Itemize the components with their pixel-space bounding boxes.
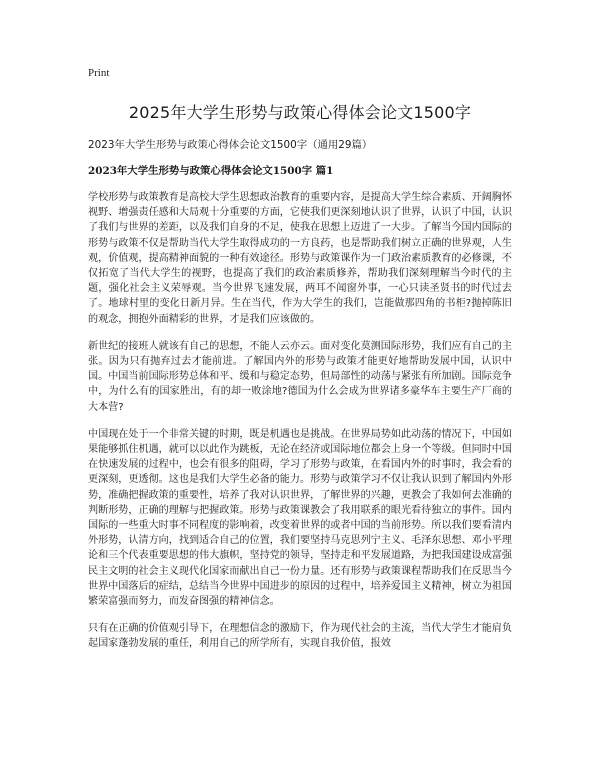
document-page xyxy=(88,66,512,664)
body-paragraph: 中国现在处于一个非常关键的时期，既是机遇也是挑战。在世界局势如此动荡的情况下，中国如果能够抓住机遇，就可以以此作为跳板，无论在经济或国际地位都会上身一个等级。但同时中国在快速发展的过程中，也会有很多的阻碍，学习了形势与政策，在看国内外的时事时，我会看的更深刻，更透彻。这也是我们大学生必备的能力。形势与政策学习不仅让我认识到了解国内外形势，准确把握政策的重要性，培养了我对认识世界，了解世界的兴趣，更教会了我如何去准确的判断形势，正确的理解与把握政策。形势与政策课教会了我用联系的眼光看待独立的事件。国内国际的一些重大时事不同程度的影响着，改变着世界的或者中国的当前形势。所以我们要看清内外形势，认清方向，找到适合自己的位置，我们要坚持马克思列宁主义、毛泽东思想、邓小平理论和三个代表重要思想的伟大旗帜，坚持党的领导，坚持走和平发展道路，为把我国建设成富强民主文明的社会主义现代化国家而献出自己一份力量。还有形势与政策课程帮助我们在反思当今世界中国落后的症结，总结当今世界中国进步的原因的过程中，培养爱国主义精神，树立为祖国繁荣富强而努力，而发奋图强的精神信念。 xyxy=(88,428,512,608)
document-title: 2025年大学生形势与政策心得体会论文1500字 xyxy=(128,103,472,122)
body-paragraph: 只有在正确的价值观引导下，在理想信念的激励下，作为现代社会的主流，当代大学生才能肩负起国家蓬勃发展的重任，利用自己的所学所有，实现自我价值，报效 xyxy=(88,623,512,650)
document-subtitle: 2023年大学生形势与政策心得体会论文1500字（通用29篇） xyxy=(88,139,373,151)
body-paragraph: 新世纪的接班人就该有自己的思想，不能人云亦云。面对变化莫测国际形势，我们应有自己的主张。因为只有抛弃过去才能前进。了解国内外的形势与政策才能更好地帮助发展中国，认识中国。中国当前国际形势总体和平、缓和与稳定态势，但局部性的动荡与紧张有所加剧。国际竞争中，为什么有的国家胜出，有的却一败涂地?德国为什么会成为世界诸多豪华车主要生产厂商的大本营? xyxy=(88,340,512,413)
body-paragraph: 学校形势与政策教育是高校大学生思想政治教育的重要内容，是提高大学生综合素质、开阔胸怀视野、增强责任感和大局观十分重要的方面，它使我们更深刻地认识了世界，认识了中国，认识了我们与世界的差距，以及我们自身的不足，使我在思想上迈进了一大步。了解当今国内国际的形势与政策不仅是帮助当代大学生取得成功的一方良药，也是帮助我们树立正确的世界观，人生观，价值观，提高精神面貌的一种有效途径。形势与政策课作为一门政治素质教育的必修课，不仅拓宽了当代大学生的视野，也提高了我们的政治素质修养，帮助我们深刻理解当今时代的主题，强化社会主义荣辱观。当今世界飞速发展，两耳不闻窗外事，一心只读圣贤书的时代过去了。地球村里的变化日新月异。生在当代，作为大学生的我们，岂能做那四角的书柜?抛掉陈旧的观念，拥抱外面精彩的世界，才是我们应该做的。 xyxy=(88,192,512,325)
print-label[interactable]: Print xyxy=(88,67,110,79)
section-heading: 2023年大学生形势与政策心得体会论文1500字 篇1 xyxy=(88,165,334,177)
